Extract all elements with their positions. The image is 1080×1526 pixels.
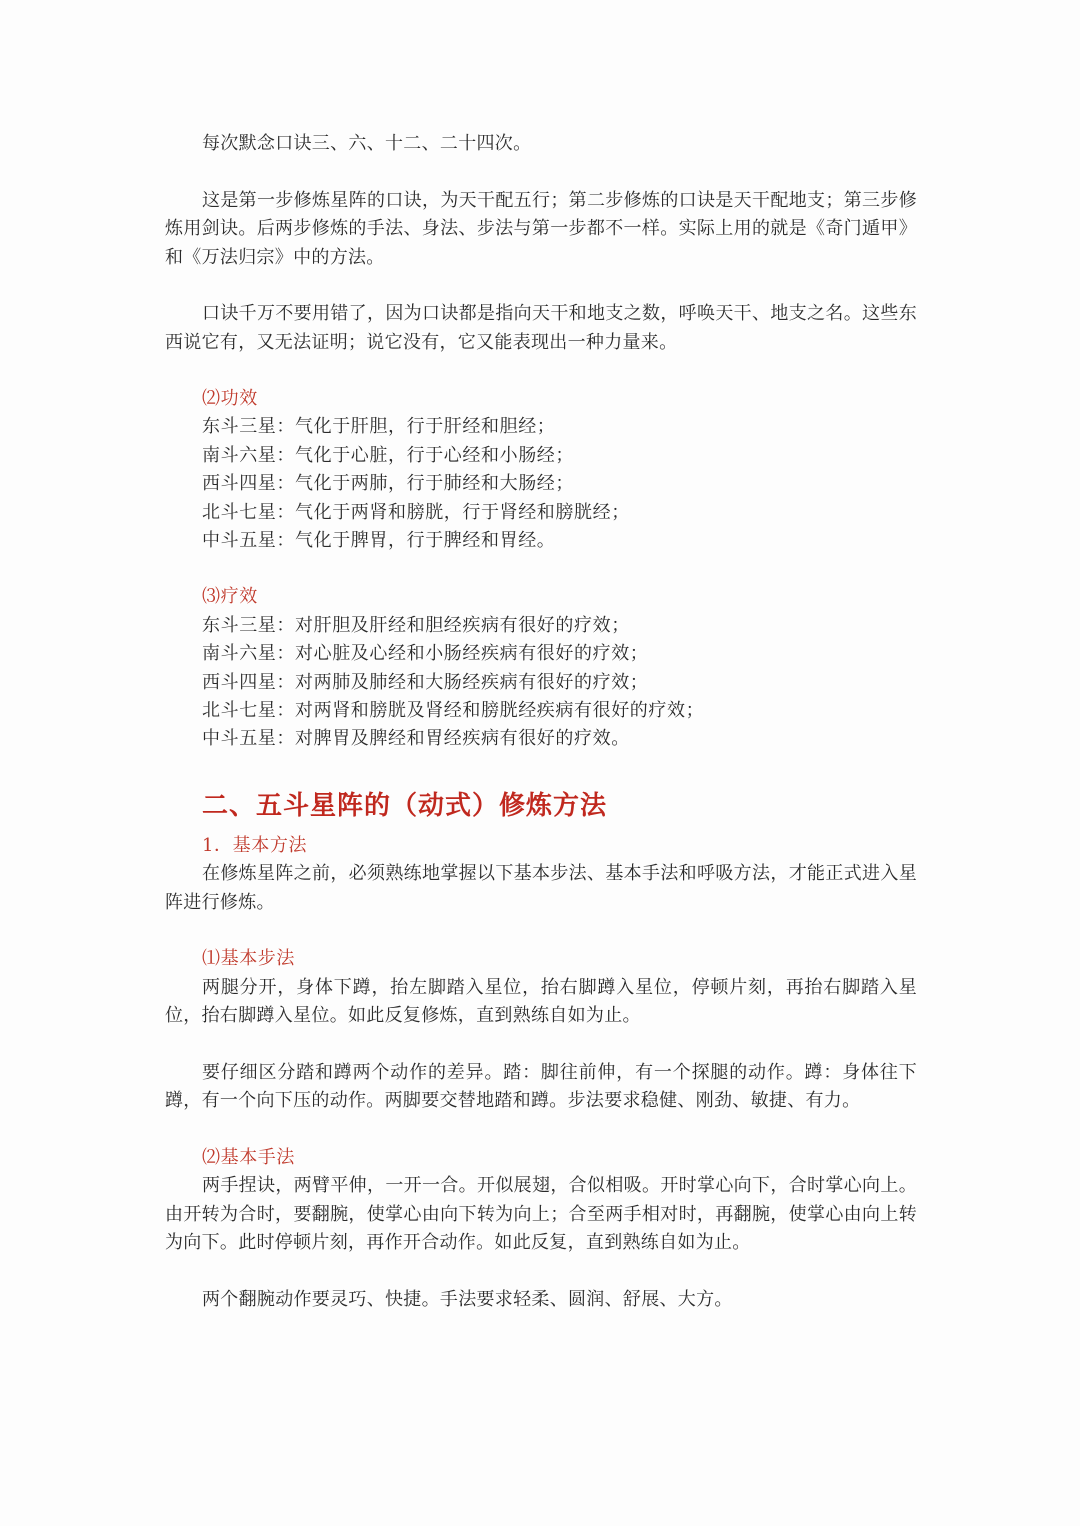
therapy-item: 东斗三星：对肝胆及肝经和胆经疾病有很好的疗效； — [202, 614, 630, 636]
document-body — [165, 130, 917, 1314]
paragraph-hands-detail: 两个翻腕动作要灵巧、快捷。手法要求轻柔、圆润、舒展、大方。 — [202, 1288, 733, 1310]
paragraph-steps: 两腿分开，身体下蹲，抬左脚踏入星位，抬右脚蹲入星位，停顿片刻，再抬右脚踏入星位，抬右脚蹲入星位。如此反复修炼，直到熟练自如为止。 — [165, 976, 917, 1027]
basic-method-heading: 1．基本方法 — [202, 834, 308, 856]
therapy-item: 西斗四星：对两肺及肺经和大肠经疾病有很好的疗效； — [202, 671, 649, 693]
basic-hands-heading: ⑵基本手法 — [202, 1146, 295, 1168]
section-title: 二、五斗星阵的（动式）修炼方法 — [202, 790, 608, 821]
efficacy-item: 北斗七星：气化于两肾和膀胱，行于肾经和膀胱经； — [202, 501, 630, 523]
therapy-section — [165, 583, 917, 753]
paragraph-basic-method: 在修炼星阵之前，必须熟练地掌握以下基本步法、基本手法和呼吸方法，才能正式进入星阵进行修炼。 — [165, 863, 917, 913]
therapy-item: 北斗七星：对两肾和膀胱及肾经和膀胱经疾病有很好的疗效； — [202, 700, 705, 722]
paragraph-hands: 两手捏诀，两臂平伸，一开一合。开似展翅，合似相吸。开时掌心向下，合时掌心向上。由开转为合时，要翻腕，使掌心由向下转为向上；合至两手相对时，再翻腕，使掌心由向上转为向下。此时停顿片刻，再作开合动作。如此反复，直到熟练自如为止。 — [165, 1175, 917, 1254]
therapy-item: 中斗五星：对脾胃及脾经和胃经疾病有很好的疗效。 — [202, 728, 630, 750]
basic-steps-heading: ⑴基本步法 — [202, 948, 295, 970]
therapy-heading: ⑶疗效 — [202, 586, 258, 608]
paragraph-steps-detail: 要仔细区分踏和蹲两个动作的差异。踏：脚往前伸，有一个探腿的动作。蹲：身体往下蹲，有一个向下压的动作。两脚要交替地踏和蹲。步法要求稳健、刚劲、敏捷、有力。 — [165, 1061, 917, 1112]
paragraph-first-step: 这是第一步修炼星阵的口诀，为天干配五行；第二步修炼的口诀是天干配地支；第三步修炼用剑诀。后两步修炼的手法、身法、步法与第一步都不一样。实际上用的就是《奇门遁甲》和《万法归宗》中的方法。 — [165, 189, 917, 268]
paragraph-formula-warning: 口诀千万不要用错了，因为口诀都是指向天干和地支之数，呼唤天干、地支之名。这些东西说它有，又无法证明；说它没有，它又能表现出一种力量来。 — [165, 303, 917, 353]
efficacy-item: 西斗四星：气化于两肺，行于肺经和大肠经； — [202, 473, 574, 495]
efficacy-heading: ⑵功效 — [202, 388, 258, 409]
efficacy-item: 南斗六星：气化于心脏，行于心经和小肠经； — [202, 444, 574, 466]
therapy-item: 南斗六星：对心脏及心经和小肠经疾病有很好的疗效； — [202, 643, 649, 665]
efficacy-section — [165, 385, 917, 555]
efficacy-item: 东斗三星：气化于肝胆，行于肝经和胆经； — [202, 416, 556, 438]
efficacy-item: 中斗五星：气化于脾胃，行于脾经和胃经。 — [202, 530, 556, 552]
paragraph-recitation: 每次默念口诀三、六、十二、二十四次。 — [202, 133, 532, 154]
